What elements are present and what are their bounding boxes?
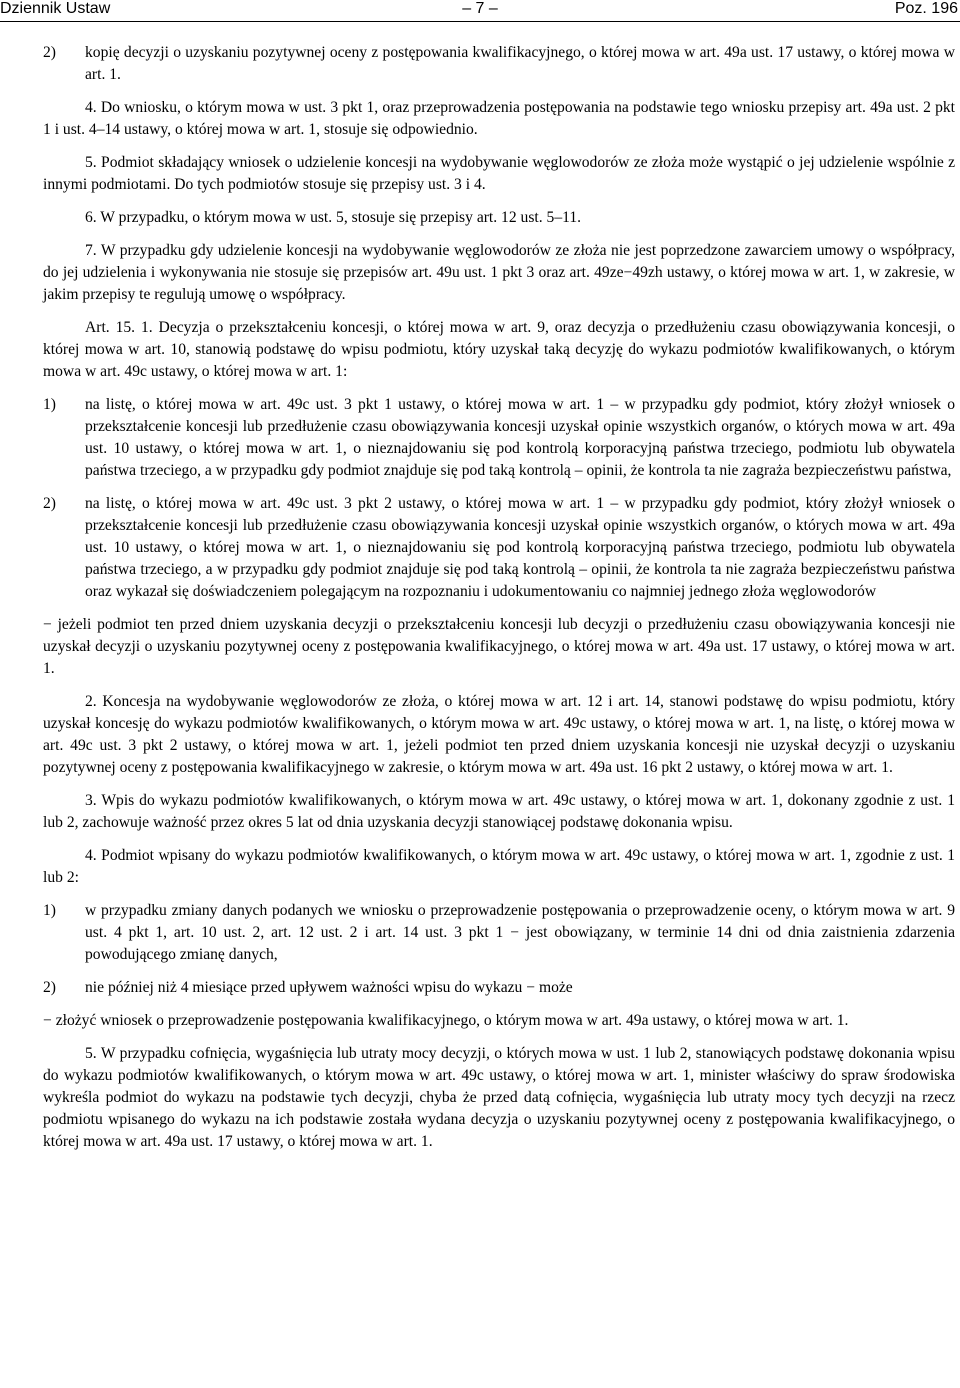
paragraph-ust-6: 6. W przypadku, o którym mowa w ust. 5, stosuje się przepisy art. 12 ust. 5–11. [85,209,582,226]
list-item [43,900,955,966]
position-number: Poz. 196 [894,0,958,17]
header-divider [0,21,960,22]
list-item [43,977,955,999]
item-number: 1) [43,396,56,413]
list-item [43,394,955,482]
article-15-ust-5: 5. W przypadku cofnięcia, wygaśnięcia lub utraty mocy decyzji, o których mowa w ust. 1 lub 2, stanowiących podstawę dokonania wpisu do wykazu podmiotów kwalifikowanych, o którym mowa w art. 49c ustawy, o której mowa w art. 1, minister właściwy do spraw środowiska wykreśla podmiot do wykazu na podstawie tych decyzji, chyba że przed datą cofnięcia, wygaśnięcia lub utraty mocy tych decyzji na rzecz podmiotu wpisanego do wykazu na ich podstawie została wydana decyzja o uzyskaniu pozytywnej oceny z postępowania kwalifikacyjnego, o której mowa w art. 49a ust. 17 ustawy, o której mowa w art. 1. [43,1045,955,1150]
article-15-ust-3: 3. Wpis do wykazu podmiotów kwalifikowanych, o którym mowa w art. 49c ustawy, o której mowa w art. 1, dokonany zgodnie z ust. 1 lub 2, zachowuje ważność przez okres 5 lat od dnia uzyskania decyzji stanowiącej podstawę dokonania wpisu. [43,792,955,831]
page-number: – 7 – [462,0,498,17]
list-item [43,42,955,86]
closing-clause: − złożyć wniosek o przeprowadzenie postępowania kwalifikacyjnego, o którym mowa w art. 49a ustawy, o której mowa w art. 1. [43,1012,849,1029]
item-text: nie później niż 4 miesiące przed upływem ważności wpisu do wykazu − może [85,979,573,996]
item-number: 2) [43,979,56,996]
item-text: na listę, o której mowa w art. 49c ust. 3 pkt 2 ustawy, o której mowa w art. 1 – w przypadku gdy podmiot, który złożył wniosek o przekształcenie koncesji lub przedłużenie czasu obowiązywania koncesji uzyskał opinie wszystkich organów, o których mowa w art. 49a ust. 10 ustawy, o której mowa w art. 1, o nieznajdowaniu się pod kontrolą korporacyjną państwa trzeciego, podmiotu lub obywatela państwa trzeciego, a w przypadku gdy podmiot znajduje się pod taką kontrolą – opinii, że kontrola ta nie zagraża bezpieczeństwu państwa oraz wykazał się doświadczeniem polegającym na rozpoznaniu i udokumentowaniu co najmniej jednego złoża węglowodorów [85,495,955,600]
item-number: 1) [43,902,56,919]
article-15-ust-4: 4. Podmiot wpisany do wykazu podmiotów kwalifikowanych, o którym mowa w art. 49c ustawy, o której mowa w art. 1, zgodnie z ust. 1 lub 2: [43,847,955,886]
closing-clause: − jeżeli podmiot ten przed dniem uzyskania decyzji o przekształceniu koncesji lub decyzji o przedłużeniu czasu obowiązywania koncesji nie uzyskał decyzji o uzyskaniu pozytywnej oceny z postępowania kwalifikacyjnego, o której mowa w art. 49a ust. 17 ustawy, o której mowa w art. 1. [43,616,955,677]
paragraph-ust-5: 5. Podmiot składający wniosek o udzielenie koncesji na wydobywanie węglowodorów ze złoża może wystąpić o jej udzielenie wspólnie z innymi podmiotami. Do tych podmiotów stosuje się przepisy ust. 3 i 4. [43,154,955,193]
paragraph-ust-4: 4. Do wniosku, o którym mowa w ust. 3 pkt 1, oraz przeprowadzenia postępowania na podstawie tego wniosku przepisy art. 49a ust. 2 pkt 1 i ust. 4–14 ustawy, o której mowa w art. 1, stosuje się odpowiednio. [43,99,955,138]
page-header [0,0,960,22]
item-number: 2) [43,44,56,61]
journal-title: Dziennik Ustaw [0,0,111,17]
article-15-ust-2: 2. Koncesja na wydobywanie węglowodorów ze złoża, o której mowa w art. 12 i art. 14, stanowi podstawę do wpisu podmiotu, który uzyskał koncesję do wykazu podmiotów kwalifikowanych, o którym mowa w art. 49c ustawy, o której mowa w art. 1, na listę, o której mowa w art. 49c ust. 3 pkt 2 ustawy, o której mowa w art. 1, jeżeli podmiot ten przed dniem uzyskania koncesji nie uzyskał decyzji o uzyskaniu pozytywnej oceny z postępowania kwalifikacyjnego w zakresie, o którym mowa w art. 49a ust. 16 pkt 2 ustawy, o której mowa w art. 1. [43,693,955,776]
item-text: kopię decyzji o uzyskaniu pozytywnej oceny z postępowania kwalifikacyjnego, o której mowa w art. 49a ust. 17 ustawy, o której mowa w art. 1. [85,44,955,83]
paragraph-ust-7: 7. W przypadku gdy udzielenie koncesji na wydobywanie węglowodorów ze złoża nie jest poprzedzone zawarciem umowy o współpracy, do jej udzielenia i wykonywania nie stosuje się przepisów art. 49u ust. 1 pkt 3 oraz art. 49ze−49zh ustawy, o której mowa w art. 1, w zakresie, w jakim przepisy te regulują umowę o współpracy. [43,242,955,303]
item-text: w przypadku zmiany danych podanych we wniosku o przeprowadzenie postępowania o przeprowadzenie oceny, o którym mowa w art. 9 ust. 4 pkt 1, art. 10 ust. 2, art. 12 ust. 2 i art. 14 ust. 3 pkt 1 − jest obowiązany, w terminie 14 dni od dnia zaistnienia zdarzenia powodującego zmianę danych, [85,902,955,963]
document-body [43,42,955,1164]
article-15-ust-1: Art. 15. 1. Decyzja o przekształceniu koncesji, o której mowa w art. 9, oraz decyzja o przedłużeniu czasu obowiązywania koncesji, o której mowa w art. 10, stanowią podstawę do wpisu podmiotu, który uzyskał taką decyzję do wykazu podmiotów kwalifikowanych, o którym mowa w art. 49c ustawy, o której mowa w art. 1: [43,319,955,380]
item-number: 2) [43,495,56,512]
item-text: na listę, o której mowa w art. 49c ust. 3 pkt 1 ustawy, o której mowa w art. 1 – w przypadku gdy podmiot, który złożył wniosek o przekształcenie koncesji lub przedłużenie czasu obowiązywania koncesji uzyskał opinie wszystkich organów, o których mowa w art. 49a ust. 10 ustawy, o której mowa w art. 1, o nieznajdowaniu się pod kontrolą korporacyjną państwa trzeciego, podmiotu lub obywatela państwa trzeciego, a w przypadku gdy podmiot znajduje się pod taką kontrolą – opinii, że kontrola ta nie zagraża bezpieczeństwu państwa, [85,396,955,479]
list-item [43,493,955,603]
